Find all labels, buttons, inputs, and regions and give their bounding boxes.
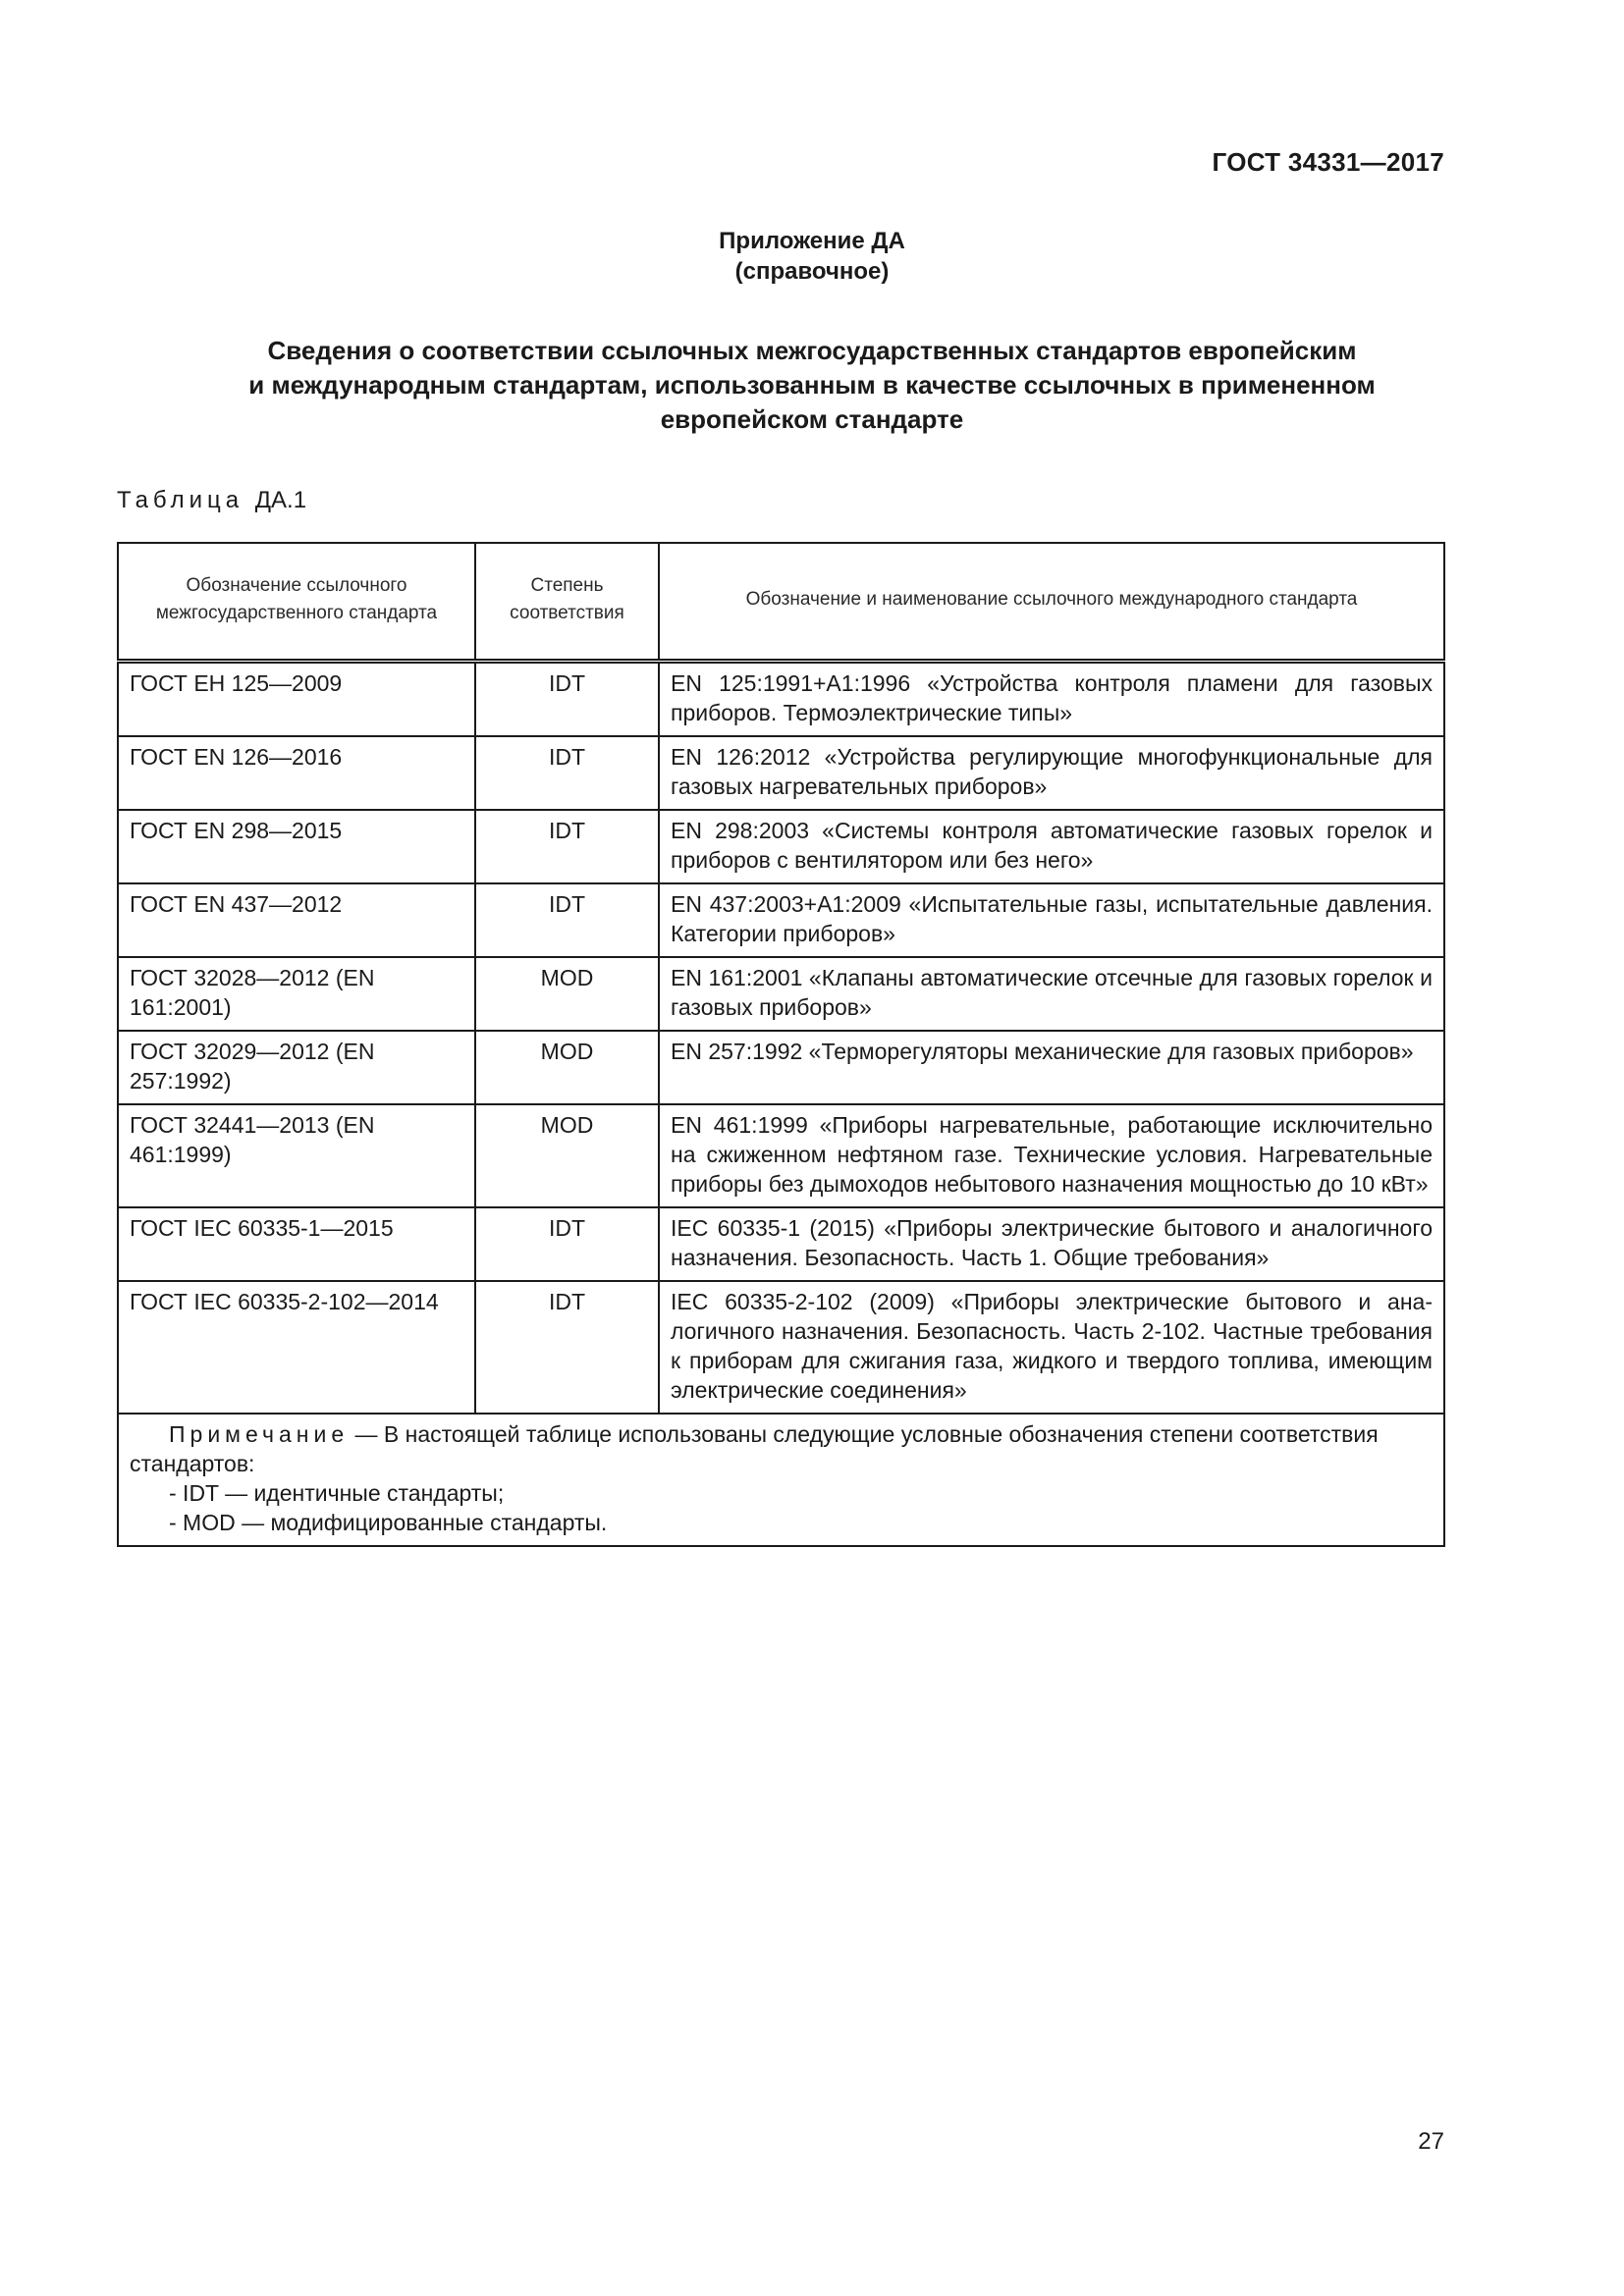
table-caption-label: Таблица xyxy=(117,487,244,513)
international-standard-cell: EN 437:2003+A1:2009 «Испытательные газы, испытательные давления. Категории приборов» xyxy=(659,883,1444,957)
designation-cell: ГОСТ 32029—2012 (EN 257:1992) xyxy=(118,1031,475,1104)
page-number: 27 xyxy=(1418,2128,1444,2155)
designation-cell: ГОСТ EN 126—2016 xyxy=(118,736,475,810)
header-degree: Степень соответствия xyxy=(475,543,659,662)
document-code: ГОСТ 34331—2017 xyxy=(1212,147,1444,177)
table-caption-number: ДА.1 xyxy=(254,487,307,513)
international-standard-cell: EN 161:2001 «Клапаны автоматические отсечные для газовых горелок и газовых приборов» xyxy=(659,957,1444,1031)
degree-cell: IDT xyxy=(475,1207,659,1281)
degree-cell: MOD xyxy=(475,957,659,1031)
note-cell xyxy=(118,1414,1444,1546)
international-standard-cell: EN 257:1992 «Терморегуляторы механические для газовых приборов» xyxy=(659,1031,1444,1104)
degree-cell: IDT xyxy=(475,736,659,810)
table-row xyxy=(118,1207,1444,1281)
table-row xyxy=(118,736,1444,810)
note-label: Примечание xyxy=(169,1421,350,1447)
table-row xyxy=(118,1281,1444,1414)
table-row xyxy=(118,957,1444,1031)
note-item: - IDT — идентичные стандарты; xyxy=(169,1480,505,1506)
table-row xyxy=(118,662,1444,737)
table-row xyxy=(118,810,1444,883)
header-international: Обозначение и наименование ссылочного международного стандарта xyxy=(659,543,1444,662)
degree-cell: IDT xyxy=(475,662,659,737)
table-caption xyxy=(117,487,306,514)
degree-cell: MOD xyxy=(475,1031,659,1104)
section-title-line: европейском стандарте xyxy=(660,404,964,434)
table-header-row xyxy=(118,543,1444,662)
appendix-subtitle: (справочное) xyxy=(734,258,890,285)
designation-cell: ГОСТ EN 298—2015 xyxy=(118,810,475,883)
designation-cell: ГОСТ 32028—2012 (EN 161:2001) xyxy=(118,957,475,1031)
table-row xyxy=(118,1031,1444,1104)
degree-cell: IDT xyxy=(475,810,659,883)
note-row xyxy=(118,1414,1444,1546)
degree-cell: MOD xyxy=(475,1104,659,1207)
designation-cell: ГОСТ ЕН 125—2009 xyxy=(118,662,475,737)
table-row xyxy=(118,883,1444,957)
appendix-heading xyxy=(0,226,1624,287)
table-row xyxy=(118,1104,1444,1207)
note-body: — В настоящей таблице использованы следующие условные обозначения степени соответствия стандартов: xyxy=(130,1421,1379,1476)
international-standard-cell: EN 126:2012 «Устройства регулирующие многофункциональные для газовых нагревательных приборов» xyxy=(659,736,1444,810)
designation-cell: ГОСТ 32441—2013 (EN 461:1999) xyxy=(118,1104,475,1207)
international-standard-cell: EN 298:2003 «Системы контроля автоматические газовых горелок и приборов с вентилятором или без него» xyxy=(659,810,1444,883)
international-standard-cell: IEC 60335-1 (2015) «Приборы электрические бытового и аналогичного назначения. Безопасность. Часть 1. Общие требования» xyxy=(659,1207,1444,1281)
appendix-title: Приложение ДА xyxy=(719,228,905,254)
section-title-line: и международным стандартам, использованным в качестве ссылочных в примененном xyxy=(248,370,1376,400)
header-designation: Обозначение ссылочного межгосударственного стандарта xyxy=(118,543,475,662)
table-body xyxy=(118,662,1444,1415)
standards-table xyxy=(117,542,1445,1547)
degree-cell: IDT xyxy=(475,883,659,957)
international-standard-cell: IEC 60335-2-102 (2009) «Приборы электрические бытового и аналогичного назначения. Безопасность. Часть 2-102. Частные требования к приборам для сжигания газа, жидкого и твердого топлива, имеющим электрические соединения» xyxy=(659,1281,1444,1414)
degree-cell: IDT xyxy=(475,1281,659,1414)
designation-cell: ГОСТ EN 437—2012 xyxy=(118,883,475,957)
section-title xyxy=(0,334,1624,437)
international-standard-cell: EN 461:1999 «Приборы нагревательные, работающие исключительно на сжиженном нефтяном газе. Технические условия. Нагревательные приборы без дымоходов небытового назначения мощностью до 10 кВт» xyxy=(659,1104,1444,1207)
section-title-line: Сведения о соответствии ссылочных межгосударственных стандартов европейским xyxy=(267,336,1357,365)
designation-cell: ГОСТ IEC 60335-1—2015 xyxy=(118,1207,475,1281)
note-text xyxy=(130,1419,1433,1478)
note-item: - MOD — модифицированные стандарты. xyxy=(169,1510,608,1535)
international-standard-cell: EN 125:1991+A1:1996 «Устройства контроля пламени для газовых приборов. Термоэлектрические типы» xyxy=(659,662,1444,737)
designation-cell: ГОСТ IEC 60335-2-102—2014 xyxy=(118,1281,475,1414)
